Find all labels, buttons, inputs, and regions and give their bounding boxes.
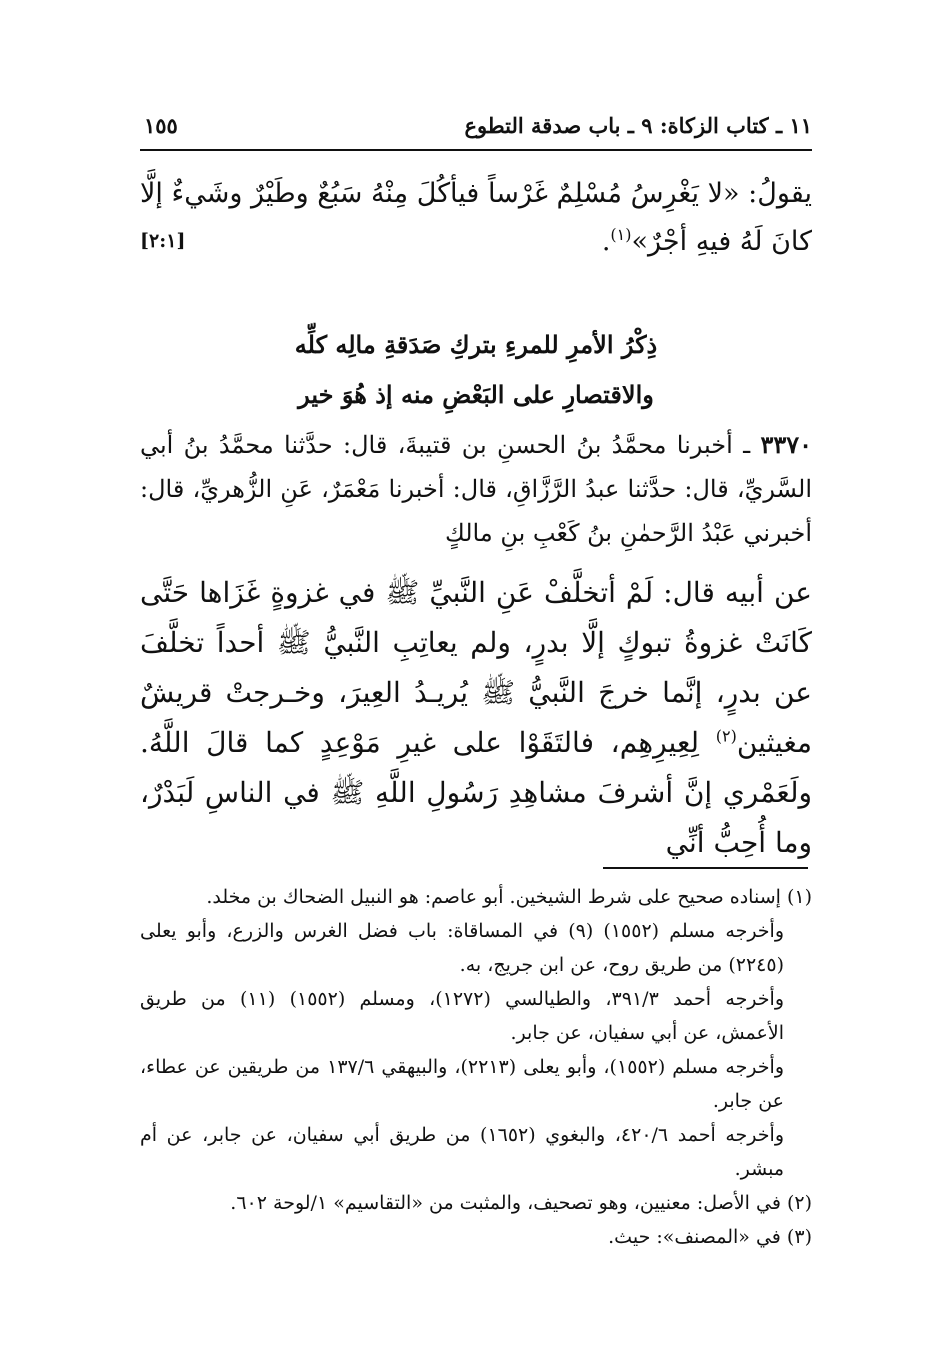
footnote-separator	[603, 867, 808, 869]
footnote-1-paragraph-5: وأخرجه أحمد ٤٢٠/٦، والبغوي (١٦٥٢) من طريق أبي سفيان، عن جابر، عن أم مبشر.	[140, 1124, 784, 1180]
footnote-1-paragraph-2: وأخرجه مسلم (١٥٥٢) (٩) في المساقاة: باب فضل الغرس والزرع، وأبو يعلى (٢٢٤٥) من طريق روح، عن ابن جريج، به.	[140, 920, 785, 976]
isnad-paragraph	[140, 423, 812, 555]
footnote-2: (٢) في الأصل: معنيين، وهو تصحيف، والمثبت من «التقاسيم» ١/لوحة ٦٠٢.	[230, 1192, 812, 1214]
section-title-line-1: ذِكْرُ الأمرِ للمرءِ بتركِ صَدَقةِ مالِه كلِّه	[294, 330, 658, 359]
hadith-ending-paragraph	[140, 170, 812, 266]
page-header	[140, 105, 812, 151]
hadith-ending-period: .	[601, 226, 611, 257]
hadith-number: ٣٣٧٠	[760, 430, 812, 459]
running-title: ١١ ـ كتاب الزكاة: ٩ ـ باب صدقة التطوع	[464, 113, 812, 138]
hadith-ending-text: يقولُ: «لا يَغْرِسُ مُسْلِمٌ غَرْساً فيأكُلَ مِنْهُ سَبُعٌ وطَيْرٌ وشَيءٌ إلَّا كانَ لَهُ فيهِ أجْرٌ»	[140, 178, 812, 257]
isnad-text: ـ أخبرنا محمَّدُ بنُ الحسنِ بن قتيبةَ، قال: حدَّثنا محمَّدُ بنُ أبي السَّريِّ، قال: حدَّثنا عبدُ الرَّزَّاقِ، قال: أخبرنا مَعْمَرٌ، عَنِ الزُّهريِّ، قال: أخبرني عَبْدُ الرَّحمٰنِ بنُ كَعْبِ بنِ مالكٍ	[140, 431, 812, 547]
matn-paragraph	[140, 568, 812, 868]
footnotes	[140, 880, 812, 1254]
section-title-line-2: والاقتصارِ على البَعْضِ منه إذ هُوَ خير	[298, 380, 654, 409]
footnote-3: (٣) في «المصنف»: حيث.	[608, 1226, 812, 1248]
matn-text-1: عن أبيه قال: لَمْ أتخلَّفْ عَنِ النَّبيِّ ﷺ في غزوةٍ غَزَاها حَتَّى كَانَتْ غزوةُ تبوكٍ إلَّا بدرٍ، ولم يعاتِبِ النَّبيُّ ﷺ أحداً تخلَّفَ عن بدرٍ، إنَّما خرجَ النَّبيُّ ﷺ يُريـدُ العِيرَ، وخـرجتْ قريشٌ مغيثين	[140, 576, 812, 759]
matn-text-2: لِعِيرِهِم، فالتَقَوْا على غيرِ مَوْعِدٍ كما قالَ اللَّهُ. ولَعَمْري إنَّ أشرفَ مشاهِدِ رَسُولِ اللَّهِ ﷺ في الناسِ لَبَدْرٌ، وما أُحِبُّ أنِّي	[140, 726, 812, 859]
footnote-1-paragraph-3: وأخرجه أحمد ٣٩١/٣، والطيالسي (١٢٧٢)، ومسلم (١٥٥٢) (١١) من طريق الأعمش، عن أبي سفيان، عن جابر.	[140, 988, 784, 1044]
footnote-1: (١) إسناده صحيح على شرط الشيخين. أبو عاصم: هو النبيل الضحاك بن مخلد.	[206, 886, 812, 908]
footnote-ref-2: (٢)	[715, 726, 737, 746]
footnote-1-paragraph-4: وأخرجه مسلم (١٥٥٢)، وأبو يعلى (٢٢١٣)، والبيهقي ١٣٧/٦ من طريقين عن عطاء، عن جابر.	[140, 1056, 784, 1112]
page-number: ١٥٥	[144, 113, 178, 138]
section-title	[140, 320, 812, 420]
footnote-ref-1: (١)	[610, 225, 632, 244]
reference-code: [٢:١]	[140, 230, 186, 252]
